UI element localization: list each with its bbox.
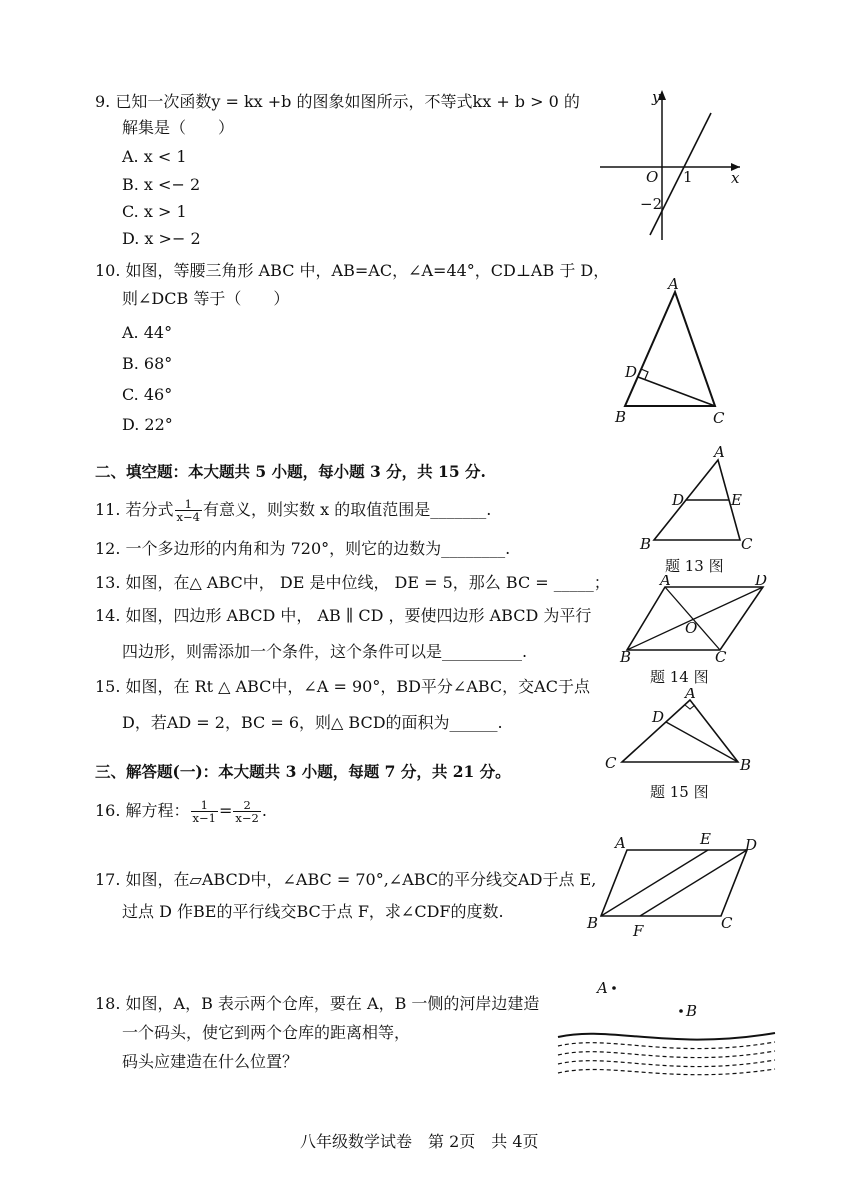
- q14-line1: 14. 如图，四边形 ABCD 中， AB ∥ CD ，要使四边形 ABCD 为平行: [95, 606, 592, 625]
- q9-option-c: C. x > 1: [122, 202, 187, 221]
- q9-option-d: D. x >− 2: [122, 229, 201, 248]
- vertex-d-label: D: [755, 575, 768, 589]
- fig15-caption: 题 15 图: [650, 783, 709, 801]
- river-wave-1: [558, 1042, 775, 1049]
- q17-line2: 过点 D 作BE的平行线交BC于点 F，求∠CDF的度数.: [122, 902, 504, 921]
- fig13-triangle: [630, 445, 760, 555]
- point-e-label: E: [731, 491, 742, 509]
- vertex-c-label: C: [713, 409, 725, 427]
- q10-option-b: B. 68°: [122, 354, 173, 373]
- fig18-river-figure: [550, 975, 780, 1085]
- q10-triangle-figure: [605, 275, 745, 430]
- q10-option-a: A. 44°: [122, 323, 173, 342]
- warehouse-b-label: B: [686, 1002, 698, 1020]
- q12-text: 12. 一个多边形的内角和为 720°，则它的边数为________.: [95, 539, 511, 558]
- vertex-a-label: A: [668, 275, 679, 293]
- vertex-b-label: B: [615, 408, 627, 426]
- q16-equals: =: [219, 801, 233, 820]
- fig14-parallelogram: [615, 575, 775, 665]
- vertex-a-label: A: [615, 834, 626, 852]
- point-f-label: F: [633, 922, 644, 940]
- q16-fraction-left: [191, 799, 218, 824]
- vertex-c-label: C: [741, 535, 753, 553]
- river-wave-2: [558, 1051, 775, 1058]
- q16-numerator-left: 1: [191, 799, 218, 812]
- q18-line2: 一个码头，使它到两个仓库的距离相等，: [122, 1023, 411, 1042]
- right-angle-mark: [641, 369, 648, 379]
- warehouse-a-point: [612, 986, 616, 990]
- x-axis-label: x: [731, 169, 740, 187]
- x-intercept-label: 1: [683, 168, 693, 186]
- q16-denominator-left: x−1: [192, 811, 216, 825]
- fig17-parallelogram: [585, 828, 765, 943]
- center-o-label: O: [685, 619, 698, 637]
- q10-stem-line2: 则∠DCB 等于（ ）: [122, 289, 290, 308]
- vertex-a-label: A: [685, 688, 696, 702]
- point-d-label: D: [672, 491, 685, 509]
- q10-option-c: C. 46°: [122, 385, 173, 404]
- fig13-caption: 题 13 图: [665, 557, 724, 575]
- section-2-heading: 二、填空题：本大题共 5 小题，每小题 3 分，共 15 分.: [95, 462, 486, 481]
- q18-line1: 18. 如图，A，B 表示两个仓库，要在 A，B 一侧的河岸边建造: [95, 994, 540, 1013]
- bisector-bd: [666, 722, 738, 762]
- q11-pre: 11. 若分式: [95, 500, 174, 519]
- line-graph: [650, 113, 711, 235]
- q9-option-a: A. x < 1: [122, 147, 187, 166]
- bisector-be: [601, 850, 708, 916]
- altitude-cd: [638, 377, 715, 406]
- q9-stem-line1: 9. 已知一次函数y = kx +b 的图象如图所示，不等式kx + b > 0 的: [95, 92, 580, 111]
- vertex-a-label: A: [714, 445, 725, 461]
- q16-fraction-right: [233, 799, 260, 824]
- q16-numerator-right: 2: [233, 799, 260, 812]
- q14-line2: 四边形，则需添加一个条件，这个条件可以是__________.: [122, 642, 528, 661]
- warehouse-a-label: A: [597, 979, 608, 997]
- warehouse-b-point: [679, 1009, 683, 1013]
- vertex-c-label: C: [605, 754, 617, 772]
- q16-text: [95, 799, 267, 824]
- q13-text: 13. 如图，在△ ABC中， DE 是中位线， DE = 5，那么 BC = _____；: [95, 573, 610, 592]
- origin-label: O: [646, 168, 659, 186]
- q15-line1: 15. 如图，在 Rt △ ABC中，∠A = 90°，BD平分∠ABC，交AC于点: [95, 677, 590, 696]
- y-intercept-label: −2: [640, 195, 663, 213]
- q11-post: 有意义，则实数 x 的取值范围是_______.: [203, 500, 492, 519]
- riverbank-line: [558, 1033, 775, 1040]
- q11-text: [95, 498, 491, 523]
- river-wave-4: [558, 1069, 775, 1075]
- vertex-c-label: C: [715, 648, 727, 665]
- q16-pre: 16. 解方程：: [95, 801, 190, 820]
- vertex-d-label: D: [745, 836, 758, 854]
- q18-line3: 码头应建造在什么位置？: [122, 1052, 299, 1071]
- q11-fraction: [175, 498, 202, 523]
- q9-option-b: B. x <− 2: [122, 175, 201, 194]
- q16-denominator-right: x−2: [235, 811, 259, 825]
- vertex-b-label: B: [587, 914, 599, 932]
- q11-numerator: 1: [175, 498, 202, 511]
- page-footer: 八年级数学试卷 第 2页 共 4页: [300, 1132, 539, 1151]
- right-angle-mark: [685, 705, 695, 709]
- parallel-df: [640, 850, 747, 916]
- q9-graph-figure: [590, 85, 750, 245]
- q9-stem-line2: 解集是（ ）: [122, 118, 235, 137]
- q17-line1: 17. 如图，在▱ABCD中，∠ABC = 70°,∠ABC的平分线交AD于点 E,: [95, 870, 597, 889]
- q10-stem-line1: 10. 如图，等腰三角形 ABC 中，AB=AC，∠A=44°，CD⊥AB 于 D，: [95, 261, 610, 280]
- vertex-b-label: B: [620, 648, 632, 665]
- y-axis-label: y: [652, 88, 661, 106]
- point-d-label: D: [652, 708, 665, 726]
- parallelogram-abcd: [601, 850, 747, 916]
- q15-line2: D，若AD = 2，BC = 6，则△ BCD的面积为______.: [122, 713, 503, 732]
- section-3-heading: 三、解答题(一)：本大题共 3 小题，每题 7 分，共 21 分。: [95, 762, 511, 781]
- q10-option-d: D. 22°: [122, 415, 173, 434]
- vertex-b-label: B: [740, 756, 752, 774]
- vertex-a-label: A: [660, 575, 671, 589]
- q16-post: .: [261, 801, 267, 820]
- point-d-label: D: [625, 363, 638, 381]
- vertex-c-label: C: [721, 914, 733, 932]
- river-wave-3: [558, 1060, 775, 1067]
- fig15-right-triangle: [600, 688, 760, 778]
- vertex-b-label: B: [640, 535, 652, 553]
- point-e-label: E: [700, 830, 711, 848]
- q11-denominator: x−4: [176, 510, 200, 524]
- fig14-caption: 题 14 图: [650, 668, 709, 686]
